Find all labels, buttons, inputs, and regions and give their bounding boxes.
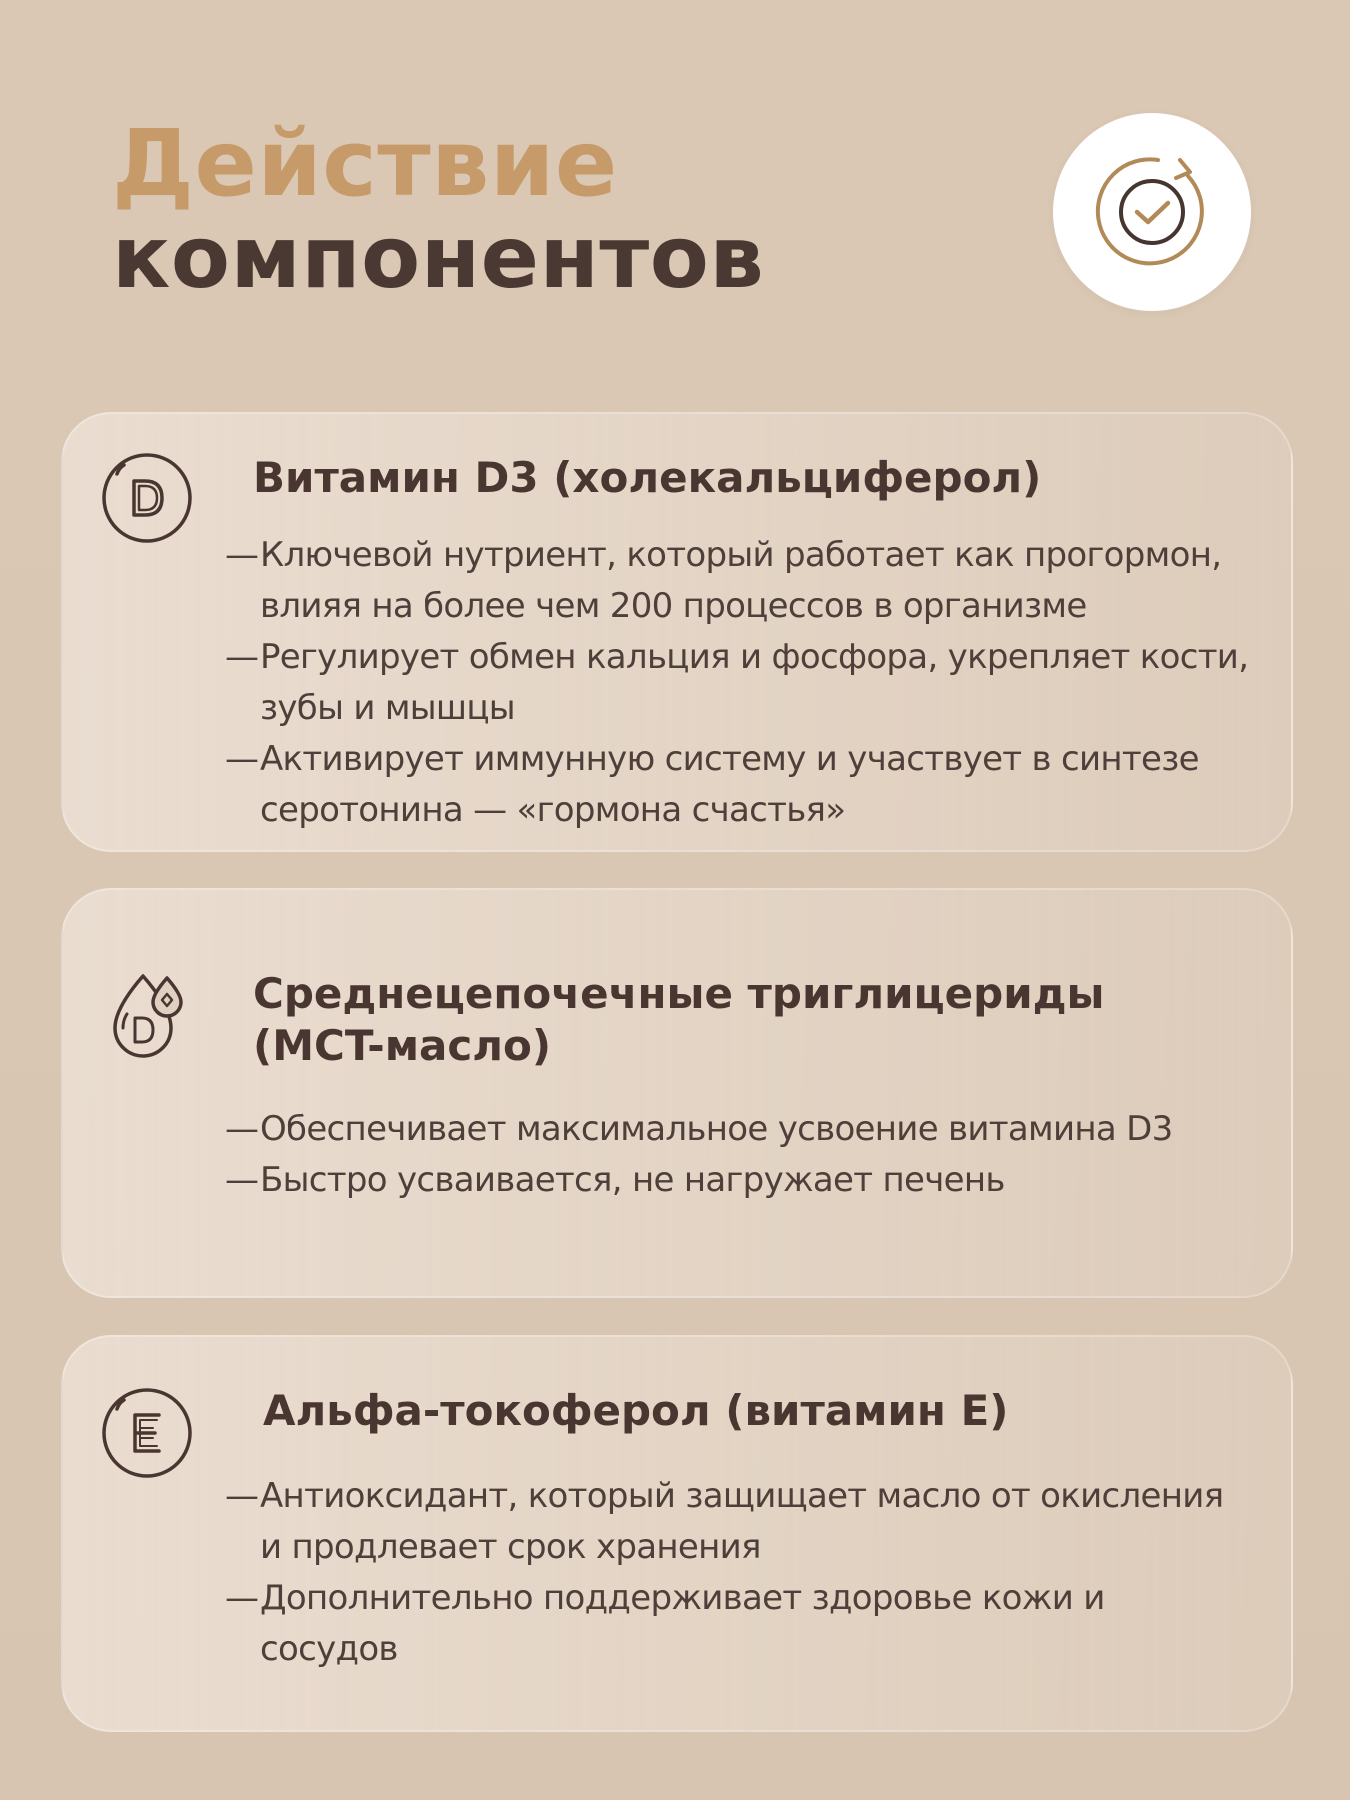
card-vitamin-e bbox=[61, 1335, 1293, 1732]
card-vitamin-d3 bbox=[61, 412, 1293, 852]
dash: — bbox=[225, 1109, 259, 1149]
card-title: Среднецепочечные триглицериды (MCT-масло) bbox=[253, 969, 1105, 1071]
list-item: — Регулирует обмен кальция и фосфора, укрепляет кости, зубы и мышцы bbox=[225, 632, 1251, 734]
page-title-line-2: компонентов bbox=[112, 208, 765, 308]
list-item: — Быстро усваивается, не нагружает печень bbox=[225, 1155, 1251, 1206]
dash: — bbox=[225, 637, 259, 677]
card-title: Альфа-токоферол (витамин Е) bbox=[263, 1386, 1009, 1435]
card-items bbox=[225, 1471, 1251, 1675]
dash: — bbox=[225, 739, 259, 779]
card-mct-oil bbox=[61, 888, 1293, 1298]
refresh-check-badge bbox=[1053, 113, 1251, 311]
dash: — bbox=[225, 1578, 259, 1618]
card-title: Витамин D3 (холекальциферол) bbox=[253, 453, 1042, 502]
refresh-check-icon bbox=[1090, 150, 1214, 274]
dash: — bbox=[225, 1160, 259, 1200]
card-items bbox=[225, 1104, 1251, 1206]
vitamin-e-icon bbox=[99, 1385, 195, 1481]
oil-drop-d-icon bbox=[101, 966, 197, 1062]
list-item: — Ключевой нутриент, который работает как прогормон, влияя на более чем 200 процессов в организме bbox=[225, 530, 1251, 632]
list-item: — Антиоксидант, который защищает масло от окисления и продлевает срок хранения bbox=[225, 1471, 1251, 1573]
list-item: — Обеспечивает максимальное усвоение витамина D3 bbox=[225, 1104, 1251, 1155]
vitamin-d-icon bbox=[99, 450, 195, 546]
dash: — bbox=[225, 1476, 259, 1516]
card-items bbox=[225, 530, 1251, 836]
dash: — bbox=[225, 535, 259, 575]
list-item: — Активирует иммунную систему и участвует в синтезе серотонина — «гормона счастья» bbox=[225, 734, 1251, 836]
list-item: — Дополнительно поддерживает здоровье кожи и сосудов bbox=[225, 1573, 1251, 1675]
page-title-line-1: Действие bbox=[112, 110, 618, 217]
